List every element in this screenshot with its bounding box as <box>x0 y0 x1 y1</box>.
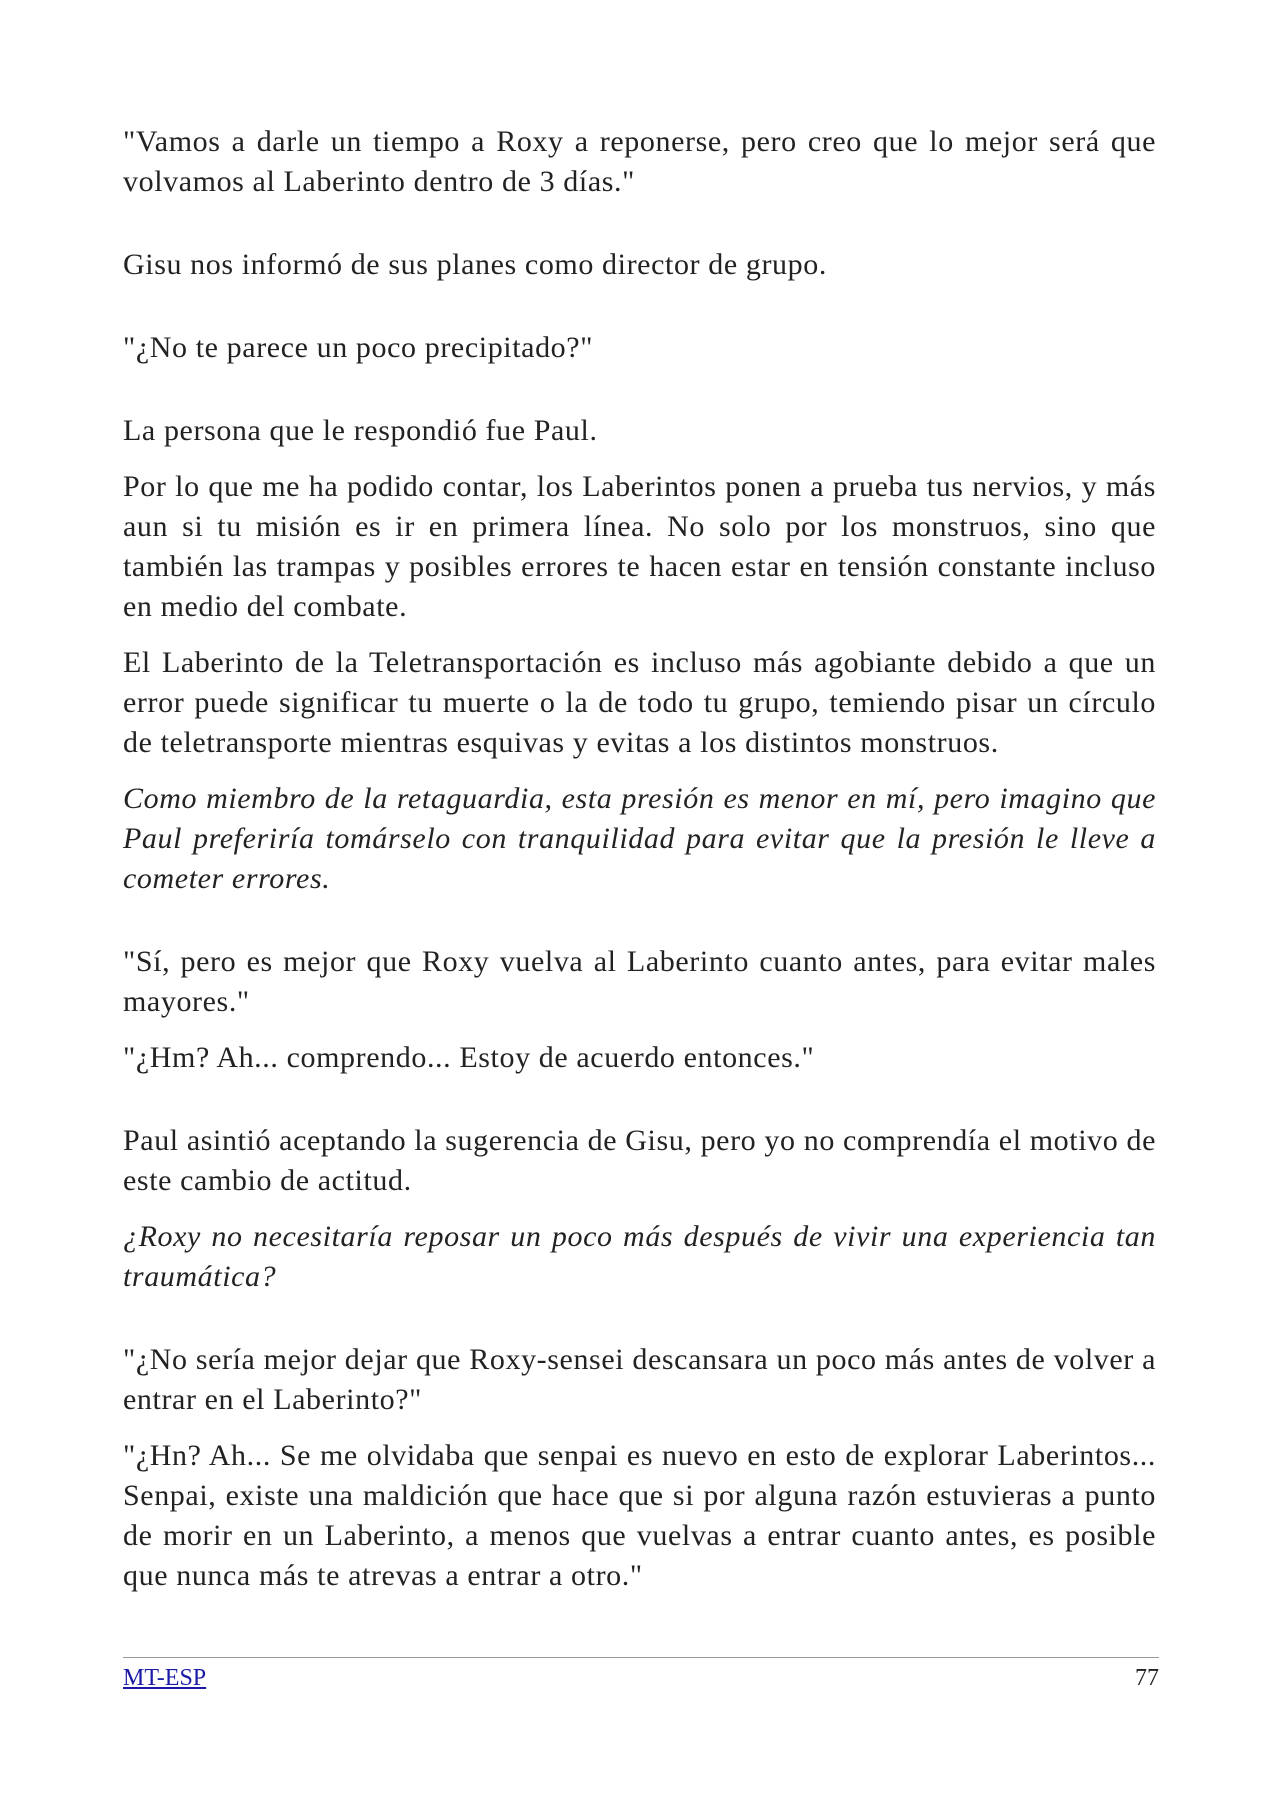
paragraph-narration-attitude: Paul asintió aceptando la sugerencia de Gisu, pero yo no comprendía el motivo de este cambio de actitud. <box>123 1124 1156 1197</box>
footer-link-mt-esp[interactable]: MT-ESP <box>123 1665 207 1691</box>
paragraph-dialogue-sensei-rest: "¿No sería mejor dejar que Roxy-sensei descansara un poco más antes de volver a entrar en el Laberinto?" <box>123 1343 1156 1416</box>
page-footer <box>123 1657 1159 1693</box>
paragraph-thought-rearguard: Como miembro de la retaguardia, esta presión es menor en mí, pero imagino que Paul preferiría tomárselo con tranquilidad para evitar que la presión le lleve a cometer errores. <box>123 782 1156 895</box>
paragraph-labyrinth-nerves: Por lo que me ha podido contar, los Laberintos ponen a prueba tus nervios, y más aun si tu misión es ir en primera línea. No solo por los monstruos, sino que también las trampas y posibles errores te hacen estar en tensión constante incluso en medio del combate. <box>123 470 1156 623</box>
paragraph-dialogue-roxy-return: "Sí, pero es mejor que Roxy vuelva al Laberinto cuanto antes, para evitar males mayores." <box>123 945 1156 1018</box>
paragraph-thought-roxy-rest: ¿Roxy no necesitaría reposar un poco más después de vivir una experiencia tan traumática? <box>123 1220 1156 1293</box>
paragraph-teleport-labyrinth: El Laberinto de la Teletransportación es incluso más agobiante debido a que un error puede significar tu muerte o la de todo tu grupo, temiendo pisar un círculo de teletransporte mientras esquivas y evitas a los distintos monstruos. <box>123 646 1156 759</box>
paragraph-narration-paul: La persona que le respondió fue Paul. <box>123 414 598 447</box>
paragraph-dialogue-question: "¿No te parece un poco precipitado?" <box>123 331 594 364</box>
page-number: 77 <box>1135 1665 1159 1691</box>
paragraph-dialogue-gisu-plan: "Vamos a darle un tiempo a Roxy a reponerse, pero creo que lo mejor será que volvamos al Laberinto dentro de 3 días." <box>123 125 1156 198</box>
paragraph-dialogue-curse: "¿Hn? Ah... Se me olvidaba que senpai es nuevo en esto de explorar Laberintos... Senpai, existe una maldición que hace que si por alguna razón estuvieras a punto de morir en un Laberinto, a menos que vuelvas a entrar cuanto antes, es posible que nunca más te atrevas a entrar a otro." <box>123 1439 1156 1592</box>
paragraph-dialogue-agree: "¿Hm? Ah... comprendo... Estoy de acuerdo entonces." <box>123 1041 815 1074</box>
paragraph-narration-gisu: Gisu nos informó de sus planes como director de grupo. <box>123 248 827 281</box>
body-text <box>123 122 1156 1596</box>
